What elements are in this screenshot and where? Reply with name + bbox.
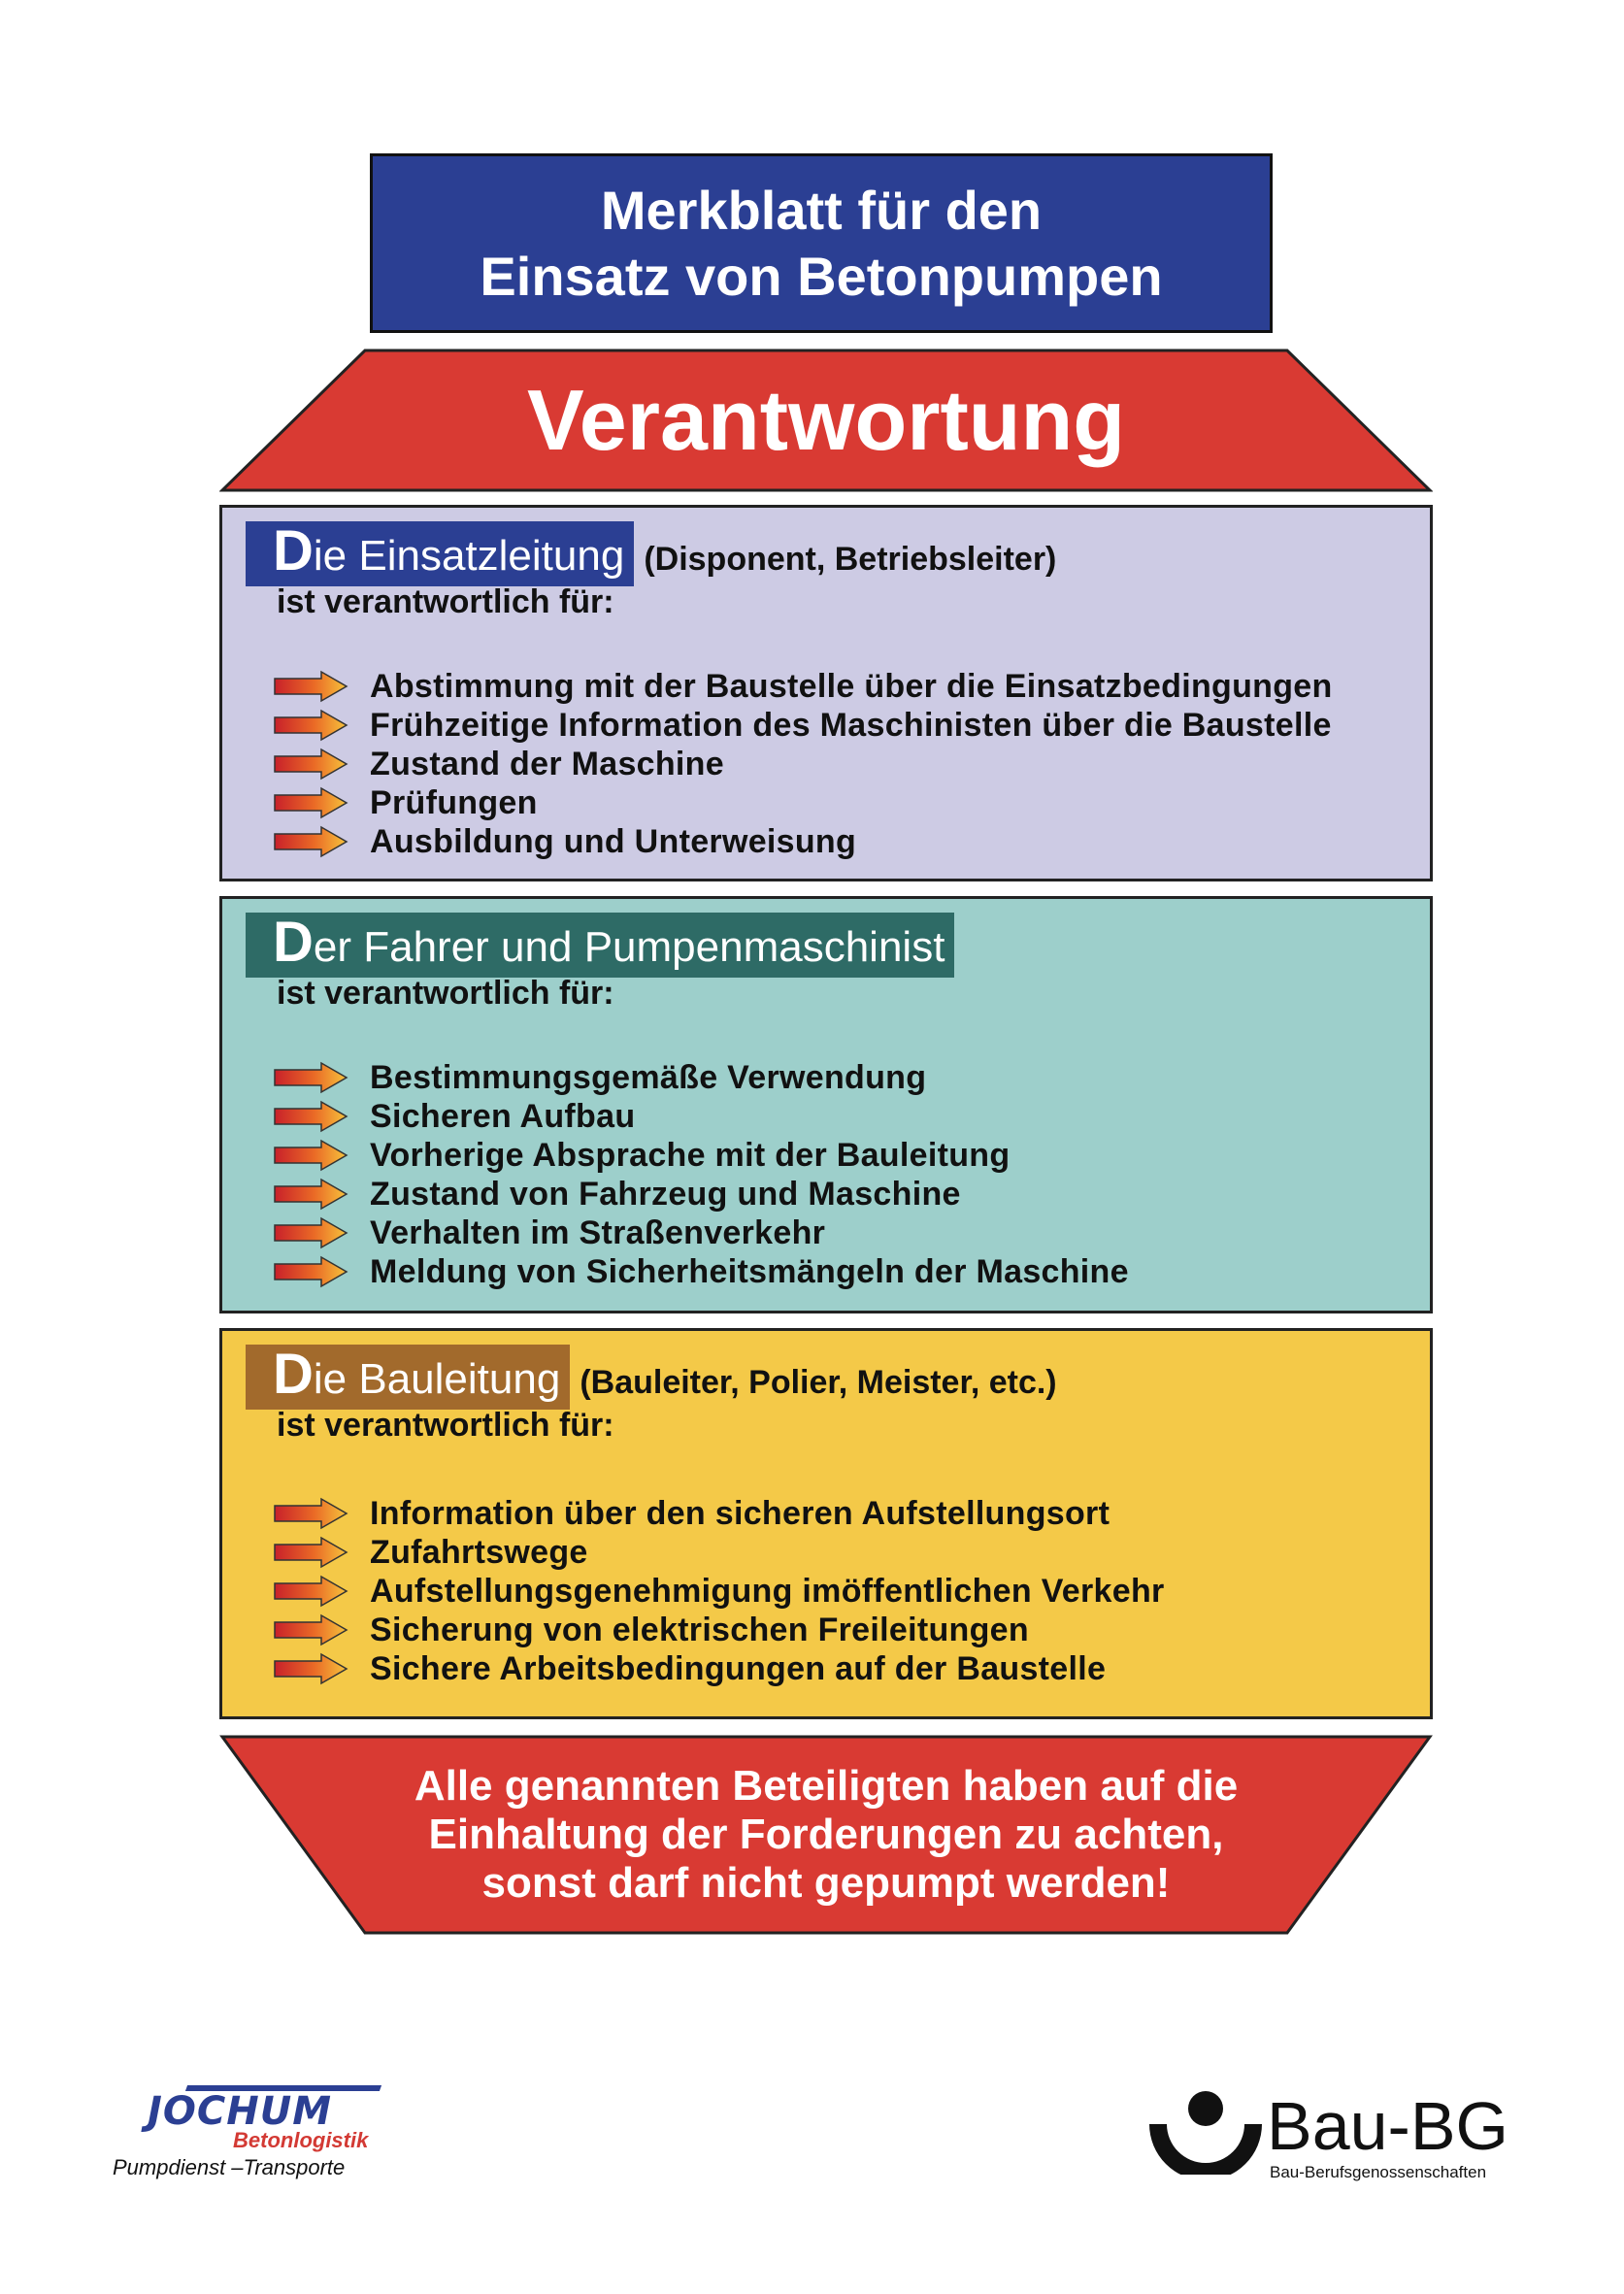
bottom-banner xyxy=(219,1734,1433,1936)
item-list xyxy=(273,667,1333,861)
arrow-right-icon xyxy=(273,1255,348,1288)
list-item xyxy=(273,745,1333,783)
heading-extra: (Bauleiter, Polier, Meister, etc.) xyxy=(580,1364,1057,1401)
heading-label-box xyxy=(246,521,634,586)
section-bauleitung xyxy=(219,1328,1433,1719)
item-list xyxy=(273,1058,1129,1291)
list-item xyxy=(273,706,1333,745)
list-item xyxy=(273,1572,1165,1611)
arrow-right-icon xyxy=(273,1575,348,1608)
item-text: Zustand von Fahrzeug und Maschine xyxy=(370,1175,961,1213)
bottom-line-1: Alle genannten Beteiligten haben auf die xyxy=(414,1762,1239,1810)
arrow-right-icon xyxy=(273,1613,348,1646)
arrow-right-icon xyxy=(273,1178,348,1211)
heading-extra: (Disponent, Betriebsleiter) xyxy=(644,541,1057,578)
list-item xyxy=(273,1213,1129,1252)
item-text: Aufstellungsgenehmigung imöffentlichen Verkehr xyxy=(370,1572,1165,1610)
heading-initial: D xyxy=(273,519,314,582)
item-text: Zustand der Maschine xyxy=(370,745,724,782)
logo-subtitle: Bau-Berufsgenossenschaften xyxy=(1270,2163,1487,2181)
list-item xyxy=(273,1097,1129,1136)
arrow-right-icon xyxy=(273,786,348,819)
list-item xyxy=(273,1649,1165,1688)
title-line-2: Einsatz von Betonpumpen xyxy=(480,245,1163,307)
item-text: Bestimmungsgemäße Verwendung xyxy=(370,1058,927,1096)
item-text: Sichere Arbeitsbedingungen auf der Baustelle xyxy=(370,1649,1107,1687)
arrow-right-icon xyxy=(273,1100,348,1133)
bottom-banner-text xyxy=(219,1734,1433,1936)
logo-tagline: Pumpdienst –Transporte xyxy=(113,2155,346,2179)
bottom-line-2: Einhaltung der Forderungen zu achten, xyxy=(428,1811,1224,1858)
bottom-line-3: sonst darf nicht gepumpt werden! xyxy=(481,1859,1171,1907)
responsible-label: ist verantwortlich für: xyxy=(277,975,614,1012)
responsible-label: ist verantwortlich für: xyxy=(277,1407,614,1444)
logo-subtitle: Betonlogistik xyxy=(233,2128,369,2152)
arrow-right-icon xyxy=(273,748,348,781)
heading-text: er Fahrer und Pumpenmaschinist xyxy=(313,923,945,971)
item-text: Sicherung von elektrischen Freileitungen xyxy=(370,1611,1029,1648)
bau-bg-logo xyxy=(1145,2087,1534,2184)
item-text: Frühzeitige Information des Maschinisten über die Baustelle xyxy=(370,706,1332,744)
list-item xyxy=(273,1611,1165,1649)
bau-bg-emblem-icon xyxy=(1145,2087,1267,2175)
section-heading xyxy=(246,913,964,978)
top-banner xyxy=(219,348,1433,493)
list-item xyxy=(273,783,1333,822)
jochum-logo xyxy=(109,2078,400,2184)
item-text: Meldung von Sicherheitsmängeln der Maschine xyxy=(370,1252,1129,1290)
item-text: Information über den sicheren Aufstellungsort xyxy=(370,1494,1110,1532)
arrow-right-icon xyxy=(273,825,348,858)
list-item xyxy=(273,1136,1129,1175)
arrow-right-icon xyxy=(273,1216,348,1249)
item-text: Sicheren Aufbau xyxy=(370,1097,636,1135)
item-text: Ausbildung und Unterweisung xyxy=(370,822,857,860)
section-einsatzleitung xyxy=(219,505,1433,881)
heading-initial: D xyxy=(273,911,314,974)
heading-label-box xyxy=(246,1345,570,1410)
item-text: Zufahrtswege xyxy=(370,1533,588,1571)
section-heading xyxy=(246,1345,1057,1410)
heading-initial: D xyxy=(273,1343,314,1406)
heading-label-box xyxy=(246,913,954,978)
list-item xyxy=(273,667,1333,706)
list-item xyxy=(273,1533,1165,1572)
item-text: Prüfungen xyxy=(370,783,538,821)
responsible-label: ist verantwortlich für: xyxy=(277,583,614,620)
arrow-right-icon xyxy=(273,670,348,703)
arrow-right-icon xyxy=(273,1652,348,1685)
arrow-right-icon xyxy=(273,1139,348,1172)
logo-name: Bau-BG xyxy=(1267,2088,1508,2164)
title-line-1: Merkblatt für den xyxy=(600,179,1043,241)
section-heading xyxy=(246,521,1056,586)
logo-name: JOCHUM xyxy=(148,2089,333,2134)
section-fahrer-pumpenmaschinist xyxy=(219,896,1433,1313)
item-text: Verhalten im Straßenverkehr xyxy=(370,1213,826,1251)
arrow-right-icon xyxy=(273,1536,348,1569)
item-text: Abstimmung mit der Baustelle über die Einsatzbedingungen xyxy=(370,667,1333,705)
list-item xyxy=(273,822,1333,861)
heading-text: ie Einsatzleitung xyxy=(313,532,625,580)
arrow-right-icon xyxy=(273,1061,348,1094)
heading-text: ie Bauleitung xyxy=(313,1355,561,1403)
list-item xyxy=(273,1058,1129,1097)
arrow-right-icon xyxy=(273,1497,348,1530)
arrow-right-icon xyxy=(273,709,348,742)
item-list xyxy=(273,1494,1165,1688)
list-item xyxy=(273,1494,1165,1533)
item-text: Vorherige Absprache mit der Bauleitung xyxy=(370,1136,1011,1174)
title-box xyxy=(370,153,1273,333)
list-item xyxy=(273,1175,1129,1213)
list-item xyxy=(273,1252,1129,1291)
top-banner-title: Verantwortung xyxy=(526,372,1126,468)
